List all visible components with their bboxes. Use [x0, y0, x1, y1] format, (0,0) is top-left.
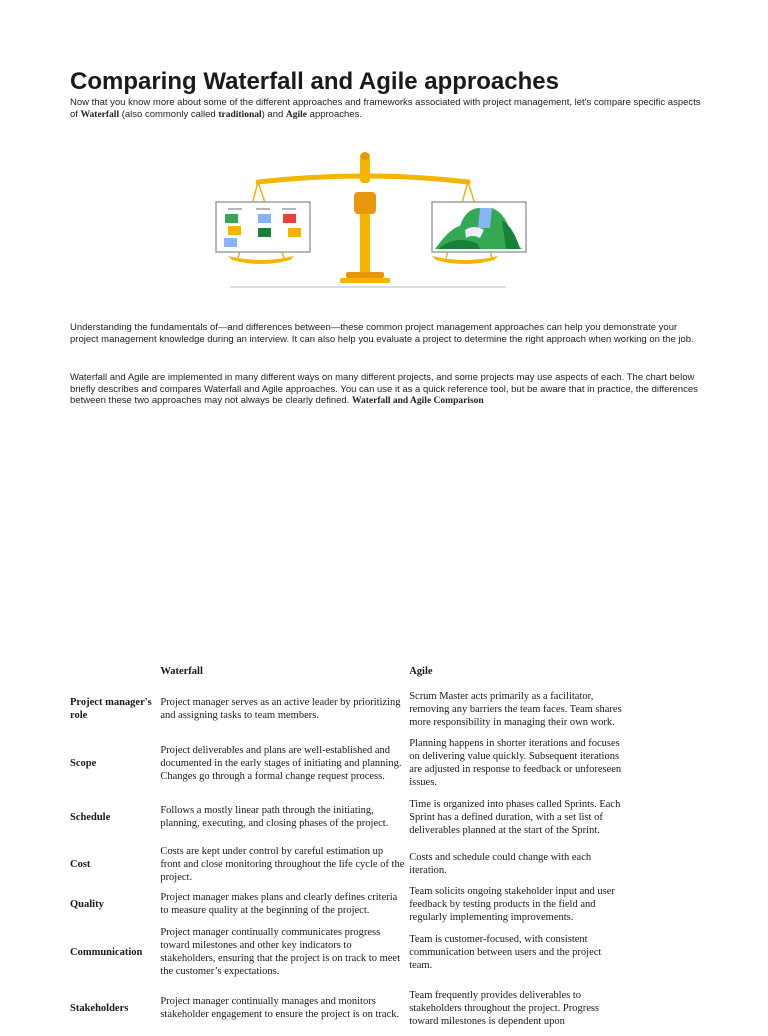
waterfall-cell: Project deliverables and plans are well-established and documented in the early stages of initiating and planning. Changes go through a formal change request process. — [160, 744, 402, 782]
intro-text: ) and — [261, 109, 286, 120]
header-empty — [68, 660, 158, 682]
waterfall-cell: Follows a mostly linear path through the initiating, planning, executing, and closing phases of the project. — [160, 805, 389, 829]
agile-cell: Time is organized into phases called Sprints. Each Sprint has a defined duration, with a set list of deliverables planned at the start of the Sprint. — [409, 798, 621, 836]
implementation-text: Waterfall and Agile are implemented in many different ways on many different projects, and some projects may use aspects of each. The chart below briefly describes and compares Waterfall and Agile approaches. You can use it as a quick reference tool, but be aware that in practice, the differences between these two approaches may not always be clearly defined. — [70, 372, 698, 406]
agile-cell: Team solicits ongoing stakeholder input and user feedback by testing products in the field and regularly implementing improvements. — [409, 885, 615, 923]
intro-agile: Agile — [285, 110, 308, 120]
table-row — [68, 924, 628, 980]
comparison-heading: Waterfall and Agile Comparison — [352, 396, 484, 406]
agile-cell: Planning happens in shorter iterations and focuses on delivering value quickly. Subsequent iterations are adjusted in response to feedback or unforeseen issues. — [409, 738, 622, 788]
kanban-board-icon — [216, 202, 310, 252]
scale-hub — [354, 192, 376, 214]
row-label: Communication — [70, 946, 143, 958]
table-row — [68, 980, 628, 1036]
intro-text: approaches. — [307, 109, 362, 120]
header-agile: Agile — [409, 665, 433, 677]
fundamentals-paragraph: Understanding the fundamentals of—and differences between—these common project management approaches can help you demonstrate your project management knowledge during an interview. It can also help you evaluate a project to determine the right approach when working on the job. — [70, 322, 694, 345]
balance-scale-illustration — [210, 148, 530, 293]
row-label: Stakeholders — [70, 1002, 129, 1014]
row-label: Quality — [70, 898, 104, 910]
row-label: Schedule — [70, 811, 111, 823]
implementation-paragraph — [70, 372, 706, 408]
agile-cell: Scrum Master acts primarily as a facilitator, removing any barriers the team faces. Team shares more responsibility in managing their own work. — [409, 690, 622, 728]
table-row — [68, 682, 628, 736]
comparison-table — [68, 660, 628, 1036]
waterfall-cell: Project manager continually communicates progress toward milestones and other key indicators to stakeholders, ensuring that the project is on track to meet the customer’s expectations. — [160, 927, 400, 977]
waterfall-cell: Project manager serves as an active leader by prioritizing and assigning tasks to team members. — [160, 697, 401, 721]
table-row — [68, 884, 628, 924]
table-row — [68, 844, 628, 884]
row-label: Cost — [70, 858, 91, 870]
page-title: Comparing Waterfall and Agile approaches — [70, 68, 559, 95]
waterfall-cell: Project manager continually manages and monitors stakeholder engagement to ensure the project is on track. — [160, 996, 400, 1020]
agile-cell: Team is customer-focused, with consistent communication between users and the project team. — [409, 933, 602, 971]
header-waterfall: Waterfall — [160, 665, 203, 677]
scale-knob — [361, 152, 369, 160]
waterfall-cell: Project manager makes plans and clearly defines criteria to measure quality at the beginning of the project. — [160, 892, 398, 916]
scale-base-top — [346, 272, 384, 278]
intro-text: (also commonly called — [119, 109, 219, 120]
scale-base — [340, 278, 390, 283]
row-label: Scope — [70, 757, 97, 769]
table-header-row — [68, 660, 628, 682]
intro-waterfall: Waterfall — [80, 110, 120, 120]
agile-cell: Team frequently provides deliverables to stakeholders throughout the project. Progress toward milestones is dependent upon — [409, 989, 600, 1027]
table-row — [68, 790, 628, 844]
agile-cell: Costs and schedule could change with each iteration. — [409, 852, 592, 876]
waterfall-cell: Costs are kept under control by careful estimation up front and close monitoring throughout the life cycle of the project. — [160, 845, 405, 883]
row-label: Project manager's role — [70, 697, 152, 721]
right-pan — [432, 256, 498, 264]
intro-text: Now that you know more about some of the different approaches and frameworks associated with project management, let's compare specific aspects of — [70, 97, 701, 120]
waterfall-landscape-icon — [432, 202, 526, 252]
intro-paragraph — [70, 97, 710, 121]
intro-traditional: traditional — [218, 110, 262, 120]
table-row — [68, 736, 628, 790]
